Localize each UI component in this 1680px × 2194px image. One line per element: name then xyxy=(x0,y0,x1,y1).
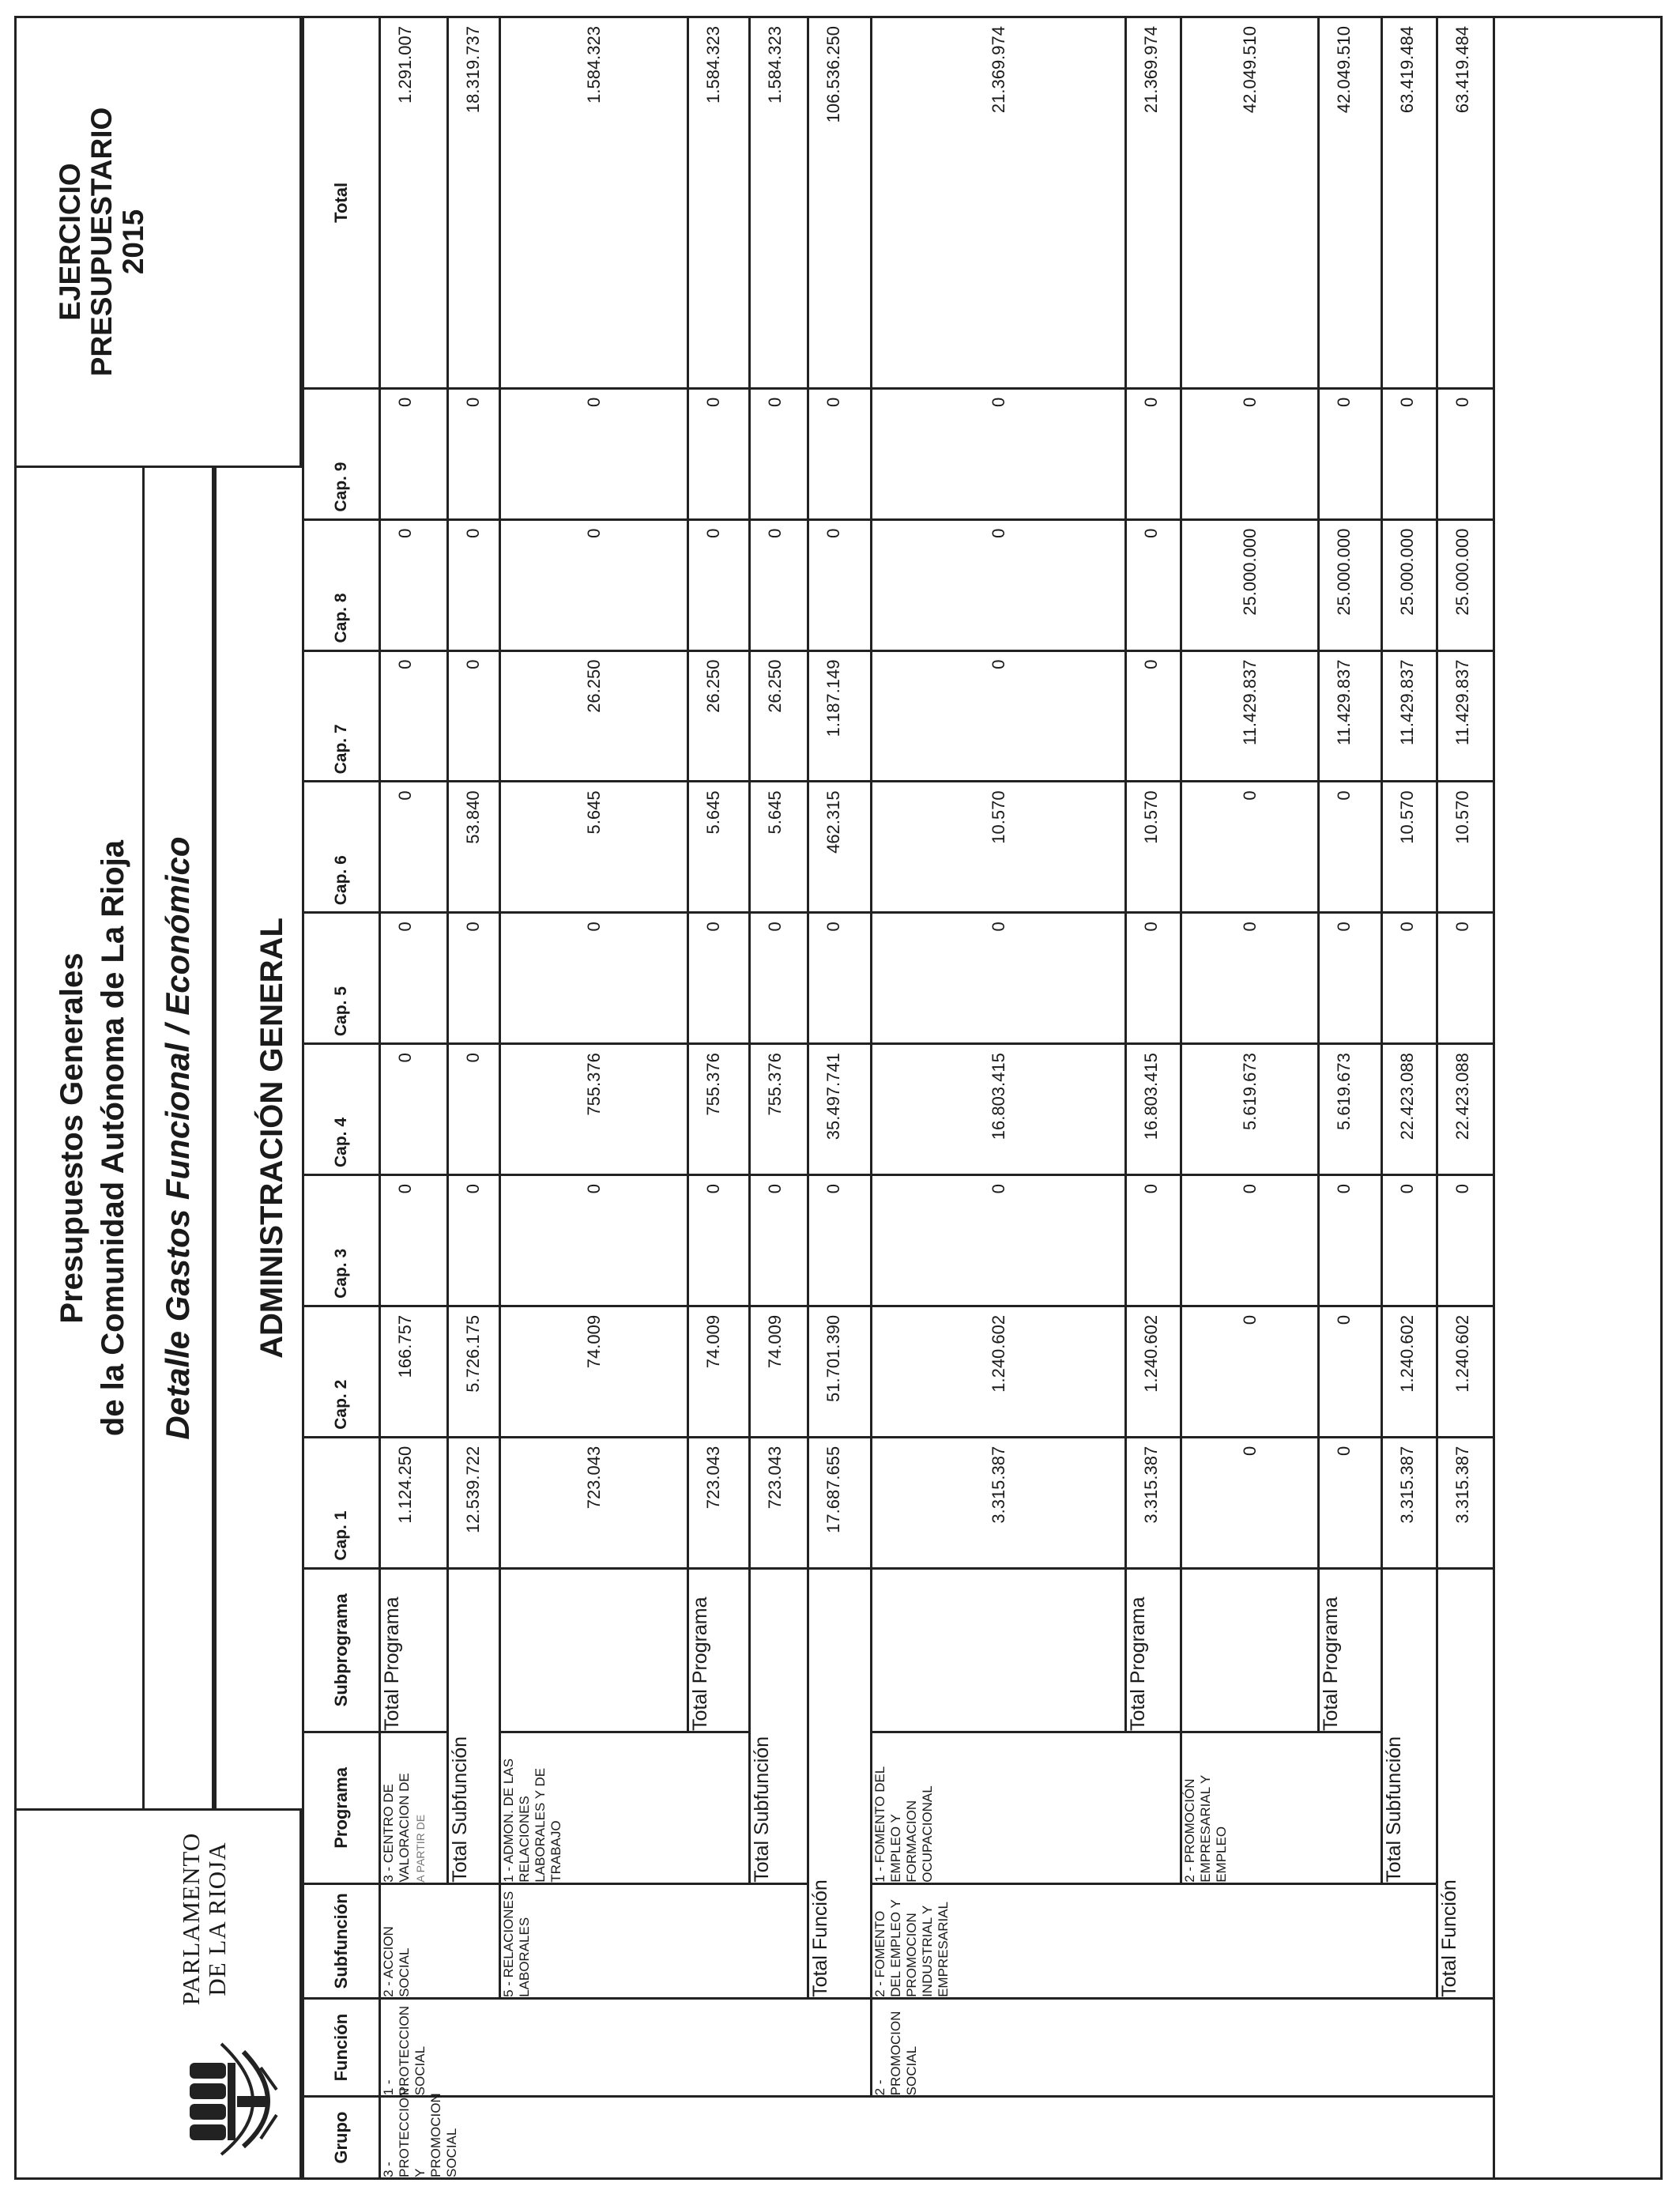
value-cell: 16.803.415 xyxy=(872,1044,1126,1175)
value-cell: 25.000.000 xyxy=(1181,519,1319,650)
col-cap1: Cap. 1 xyxy=(303,1437,380,1568)
value-cell: 723.043 xyxy=(750,1437,808,1568)
logo-line1: PARLAMENTO xyxy=(177,1832,205,2006)
col-cap6: Cap. 6 xyxy=(303,782,380,913)
value-cell: 0 xyxy=(750,388,808,519)
value-cell: 63.419.484 xyxy=(1382,17,1437,389)
value-cell: 0 xyxy=(750,1175,808,1306)
value-cell: 5.645 xyxy=(688,782,750,913)
value-cell: 5.645 xyxy=(500,782,688,913)
value-cell: 0 xyxy=(688,1175,750,1306)
value-cell: 10.570 xyxy=(872,782,1126,913)
value-cell: 0 xyxy=(872,1175,1126,1306)
value-cell: 21.369.974 xyxy=(1126,17,1181,389)
value-cell: 18.319.737 xyxy=(448,17,500,389)
value-cell: 0 xyxy=(1382,1175,1437,1306)
title-line2: de la Comunidad Autónoma de La Rioja xyxy=(96,839,130,1437)
title-box xyxy=(14,468,145,1808)
value-cell: 0 xyxy=(1319,1306,1382,1437)
value-cell: 0 xyxy=(1126,519,1181,650)
value-cell: 11.429.837 xyxy=(1437,650,1494,782)
value-cell: 5.645 xyxy=(750,782,808,913)
logo-line2: DE LA RIOJA xyxy=(203,1842,231,1996)
value-cell: 0 xyxy=(380,1175,448,1306)
value-cell: 0 xyxy=(380,913,448,1044)
value-cell: 0 xyxy=(1319,388,1382,519)
table-row xyxy=(1382,17,1437,2179)
value-cell: 0 xyxy=(1181,1437,1319,1568)
value-cell: 35.497.741 xyxy=(808,1044,872,1175)
value-cell: 0 xyxy=(448,1044,500,1175)
value-cell: 10.570 xyxy=(1437,782,1494,913)
value-cell: 0 xyxy=(1181,388,1319,519)
value-cell: 5.619.673 xyxy=(1319,1044,1382,1175)
value-cell: 21.369.974 xyxy=(872,17,1126,389)
table-row xyxy=(448,17,500,2179)
value-cell: 25.000.000 xyxy=(1319,519,1382,650)
total-programa-label: Total Programa xyxy=(1126,1568,1181,1732)
subtitle-box xyxy=(145,468,214,1808)
total-subfuncion-label: Total Subfunción xyxy=(750,1568,808,1883)
value-cell: 0 xyxy=(1319,913,1382,1044)
value-cell: 0 xyxy=(1319,1437,1382,1568)
subfuncion-cell: 2 - ACCION SOCIAL xyxy=(380,1883,500,1998)
value-cell: 0 xyxy=(448,388,500,519)
col-cap9: Cap. 9 xyxy=(303,388,380,519)
value-cell: 3.315.387 xyxy=(872,1437,1126,1568)
value-cell: 0 xyxy=(808,388,872,519)
value-cell: 0 xyxy=(448,1175,500,1306)
value-cell: 11.429.837 xyxy=(1319,650,1382,782)
table-row xyxy=(808,17,872,2179)
total-programa-label: Total Programa xyxy=(688,1568,750,1732)
col-cap8: Cap. 8 xyxy=(303,519,380,650)
value-cell: 1.240.602 xyxy=(1126,1306,1181,1437)
value-cell: 0 xyxy=(750,913,808,1044)
value-cell: 0 xyxy=(380,782,448,913)
value-cell: 0 xyxy=(448,913,500,1044)
value-cell: 0 xyxy=(448,519,500,650)
value-cell: 0 xyxy=(380,388,448,519)
value-cell: 0 xyxy=(688,913,750,1044)
value-cell: 0 xyxy=(688,519,750,650)
value-cell: 0 xyxy=(808,913,872,1044)
value-cell: 0 xyxy=(1181,1175,1319,1306)
programa-cell: 3 - CENTRO DE VALORACION DE A PARTIR DE xyxy=(380,1732,448,1883)
subprograma-cell xyxy=(1181,1568,1319,1732)
value-cell: 1.124.250 xyxy=(380,1437,448,1568)
col-subprograma: Subprograma xyxy=(303,1568,380,1732)
table-row xyxy=(380,17,448,2179)
col-funcion: Función xyxy=(303,1998,380,2096)
value-cell: 0 xyxy=(872,519,1126,650)
value-cell: 0 xyxy=(500,913,688,1044)
value-cell: 723.043 xyxy=(688,1437,750,1568)
value-cell: 0 xyxy=(1181,913,1319,1044)
col-cap3: Cap. 3 xyxy=(303,1175,380,1306)
table-row xyxy=(872,17,1126,2179)
programa-cell: 1 - ADMON. DE LAS RELACIONES LABORALES Y DE TRABAJO xyxy=(500,1732,750,1883)
ejercicio-line2: PRESUPUESTARIO xyxy=(85,107,118,377)
value-cell: 1.187.149 xyxy=(808,650,872,782)
value-cell: 63.419.484 xyxy=(1437,17,1494,389)
value-cell: 755.376 xyxy=(750,1044,808,1175)
value-cell: 0 xyxy=(1126,650,1181,782)
value-cell: 3.315.387 xyxy=(1437,1437,1494,1568)
value-cell: 74.009 xyxy=(688,1306,750,1437)
value-cell: 0 xyxy=(808,519,872,650)
section-title: ADMINISTRACIÓN GENERAL xyxy=(254,918,289,1359)
value-cell: 1.584.323 xyxy=(500,17,688,389)
value-cell: 1.584.323 xyxy=(750,17,808,389)
value-cell: 0 xyxy=(1437,913,1494,1044)
value-cell: 10.570 xyxy=(1382,782,1437,913)
value-cell: 22.423.088 xyxy=(1437,1044,1494,1175)
value-cell: 0 xyxy=(448,650,500,782)
value-cell: 0 xyxy=(1382,388,1437,519)
value-cell: 755.376 xyxy=(688,1044,750,1175)
budget-table xyxy=(302,16,1495,2180)
value-cell: 0 xyxy=(1181,782,1319,913)
value-cell: 42.049.510 xyxy=(1181,17,1319,389)
value-cell: 166.757 xyxy=(380,1306,448,1437)
table-row xyxy=(500,17,688,2179)
value-cell: 1.240.602 xyxy=(872,1306,1126,1437)
ejercicio-line1: EJERCICIO xyxy=(54,163,86,321)
value-cell: 11.429.837 xyxy=(1181,650,1319,782)
programa-cell: 2 - PROMOCIÓN EMPRESARIAL Y EMPLEO xyxy=(1181,1732,1382,1883)
value-cell: 0 xyxy=(1319,782,1382,913)
value-cell: 51.701.390 xyxy=(808,1306,872,1437)
value-cell: 723.043 xyxy=(500,1437,688,1568)
value-cell: 0 xyxy=(808,1175,872,1306)
value-cell: 1.291.007 xyxy=(380,17,448,389)
value-cell: 0 xyxy=(1126,1175,1181,1306)
ejercicio-box xyxy=(14,16,302,468)
value-cell: 17.687.655 xyxy=(808,1437,872,1568)
value-cell: 1.240.602 xyxy=(1437,1306,1494,1437)
col-cap2: Cap. 2 xyxy=(303,1306,380,1437)
value-cell: 5.726.175 xyxy=(448,1306,500,1437)
ejercicio-year: 2015 xyxy=(117,209,149,275)
value-cell: 10.570 xyxy=(1126,782,1181,913)
subtitle: Detalle Gastos Funcional / Económico xyxy=(159,836,196,1440)
value-cell: 755.376 xyxy=(500,1044,688,1175)
col-grupo: Grupo xyxy=(303,2097,380,2179)
total-funcion-label: Total Función xyxy=(1437,1568,1494,1998)
value-cell: 0 xyxy=(872,913,1126,1044)
title-line1: Presupuestos Generales xyxy=(55,952,89,1324)
funcion-cell: 1 - PROTECCION SOCIAL xyxy=(380,1998,872,2096)
col-programa: Programa xyxy=(303,1732,380,1883)
value-cell: 22.423.088 xyxy=(1382,1044,1437,1175)
subfuncion-cell: 2 - FOMENTO DEL EMPLEO Y PROMOCION INDUSTRIAL Y EMPRESARIAL xyxy=(872,1883,1437,1998)
value-cell: 0 xyxy=(380,650,448,782)
total-programa-label: Total Programa xyxy=(380,1568,448,1732)
grupo-cell: 3 - PROTECCION Y PROMOCION SOCIAL xyxy=(380,2097,1494,2179)
value-cell: 0 xyxy=(500,1175,688,1306)
value-cell: 12.539.722 xyxy=(448,1437,500,1568)
value-cell: 11.429.837 xyxy=(1382,650,1437,782)
value-cell: 0 xyxy=(1382,913,1437,1044)
value-cell: 26.250 xyxy=(750,650,808,782)
value-cell: 0 xyxy=(380,1044,448,1175)
value-cell: 0 xyxy=(500,388,688,519)
section-box xyxy=(214,468,302,1808)
table-row xyxy=(750,17,808,2179)
value-cell: 26.250 xyxy=(688,650,750,782)
total-subfuncion-label: Total Subfunción xyxy=(1382,1568,1437,1883)
total-funcion-label: Total Función xyxy=(808,1568,872,1998)
value-cell: 0 xyxy=(750,519,808,650)
total-programa-label: Total Programa xyxy=(1319,1568,1382,1732)
header-row xyxy=(303,17,380,2179)
logo-text xyxy=(178,1824,230,2014)
subfuncion-cell: 5 - RELACIONES LABORALES xyxy=(500,1883,808,1998)
table-row xyxy=(1181,17,1319,2179)
value-cell: 0 xyxy=(380,519,448,650)
value-cell: 0 xyxy=(1181,1306,1319,1437)
value-cell: 3.315.387 xyxy=(1382,1437,1437,1568)
value-cell: 26.250 xyxy=(500,650,688,782)
value-cell: 0 xyxy=(872,650,1126,782)
funcion-cell: 2 - PROMOCION SOCIAL xyxy=(872,1998,1494,2096)
value-cell: 1.240.602 xyxy=(1382,1306,1437,1437)
total-subfuncion-label: Total Subfunción xyxy=(448,1568,500,1883)
value-cell: 1.584.323 xyxy=(688,17,750,389)
table-row xyxy=(1437,17,1494,2179)
col-cap4: Cap. 4 xyxy=(303,1044,380,1175)
col-cap5: Cap. 5 xyxy=(303,913,380,1044)
value-cell: 74.009 xyxy=(500,1306,688,1437)
value-cell: 25.000.000 xyxy=(1382,519,1437,650)
col-total: Total xyxy=(303,17,380,389)
value-cell: 53.840 xyxy=(448,782,500,913)
value-cell: 106.536.250 xyxy=(808,17,872,389)
value-cell: 0 xyxy=(1126,388,1181,519)
programa-cell: 1 - FOMENTO DEL EMPLEO Y FORMACION OCUPACIONAL xyxy=(872,1732,1181,1883)
value-cell: 0 xyxy=(688,388,750,519)
value-cell: 16.803.415 xyxy=(1126,1044,1181,1175)
value-cell: 462.315 xyxy=(808,782,872,913)
value-cell: 25.000.000 xyxy=(1437,519,1494,650)
value-cell: 0 xyxy=(1126,913,1181,1044)
logo-emblem-icon xyxy=(142,2020,300,2162)
col-subfuncion: Subfunción xyxy=(303,1883,380,1998)
subprograma-cell xyxy=(500,1568,688,1732)
value-cell: 74.009 xyxy=(750,1306,808,1437)
value-cell: 0 xyxy=(500,519,688,650)
value-cell: 0 xyxy=(1319,1175,1382,1306)
value-cell: 0 xyxy=(1437,388,1494,519)
col-cap7: Cap. 7 xyxy=(303,650,380,782)
value-cell: 0 xyxy=(872,388,1126,519)
subprograma-cell xyxy=(872,1568,1126,1732)
value-cell: 3.315.387 xyxy=(1126,1437,1181,1568)
value-cell: 0 xyxy=(1437,1175,1494,1306)
value-cell: 42.049.510 xyxy=(1319,17,1382,389)
value-cell: 5.619.673 xyxy=(1181,1044,1319,1175)
